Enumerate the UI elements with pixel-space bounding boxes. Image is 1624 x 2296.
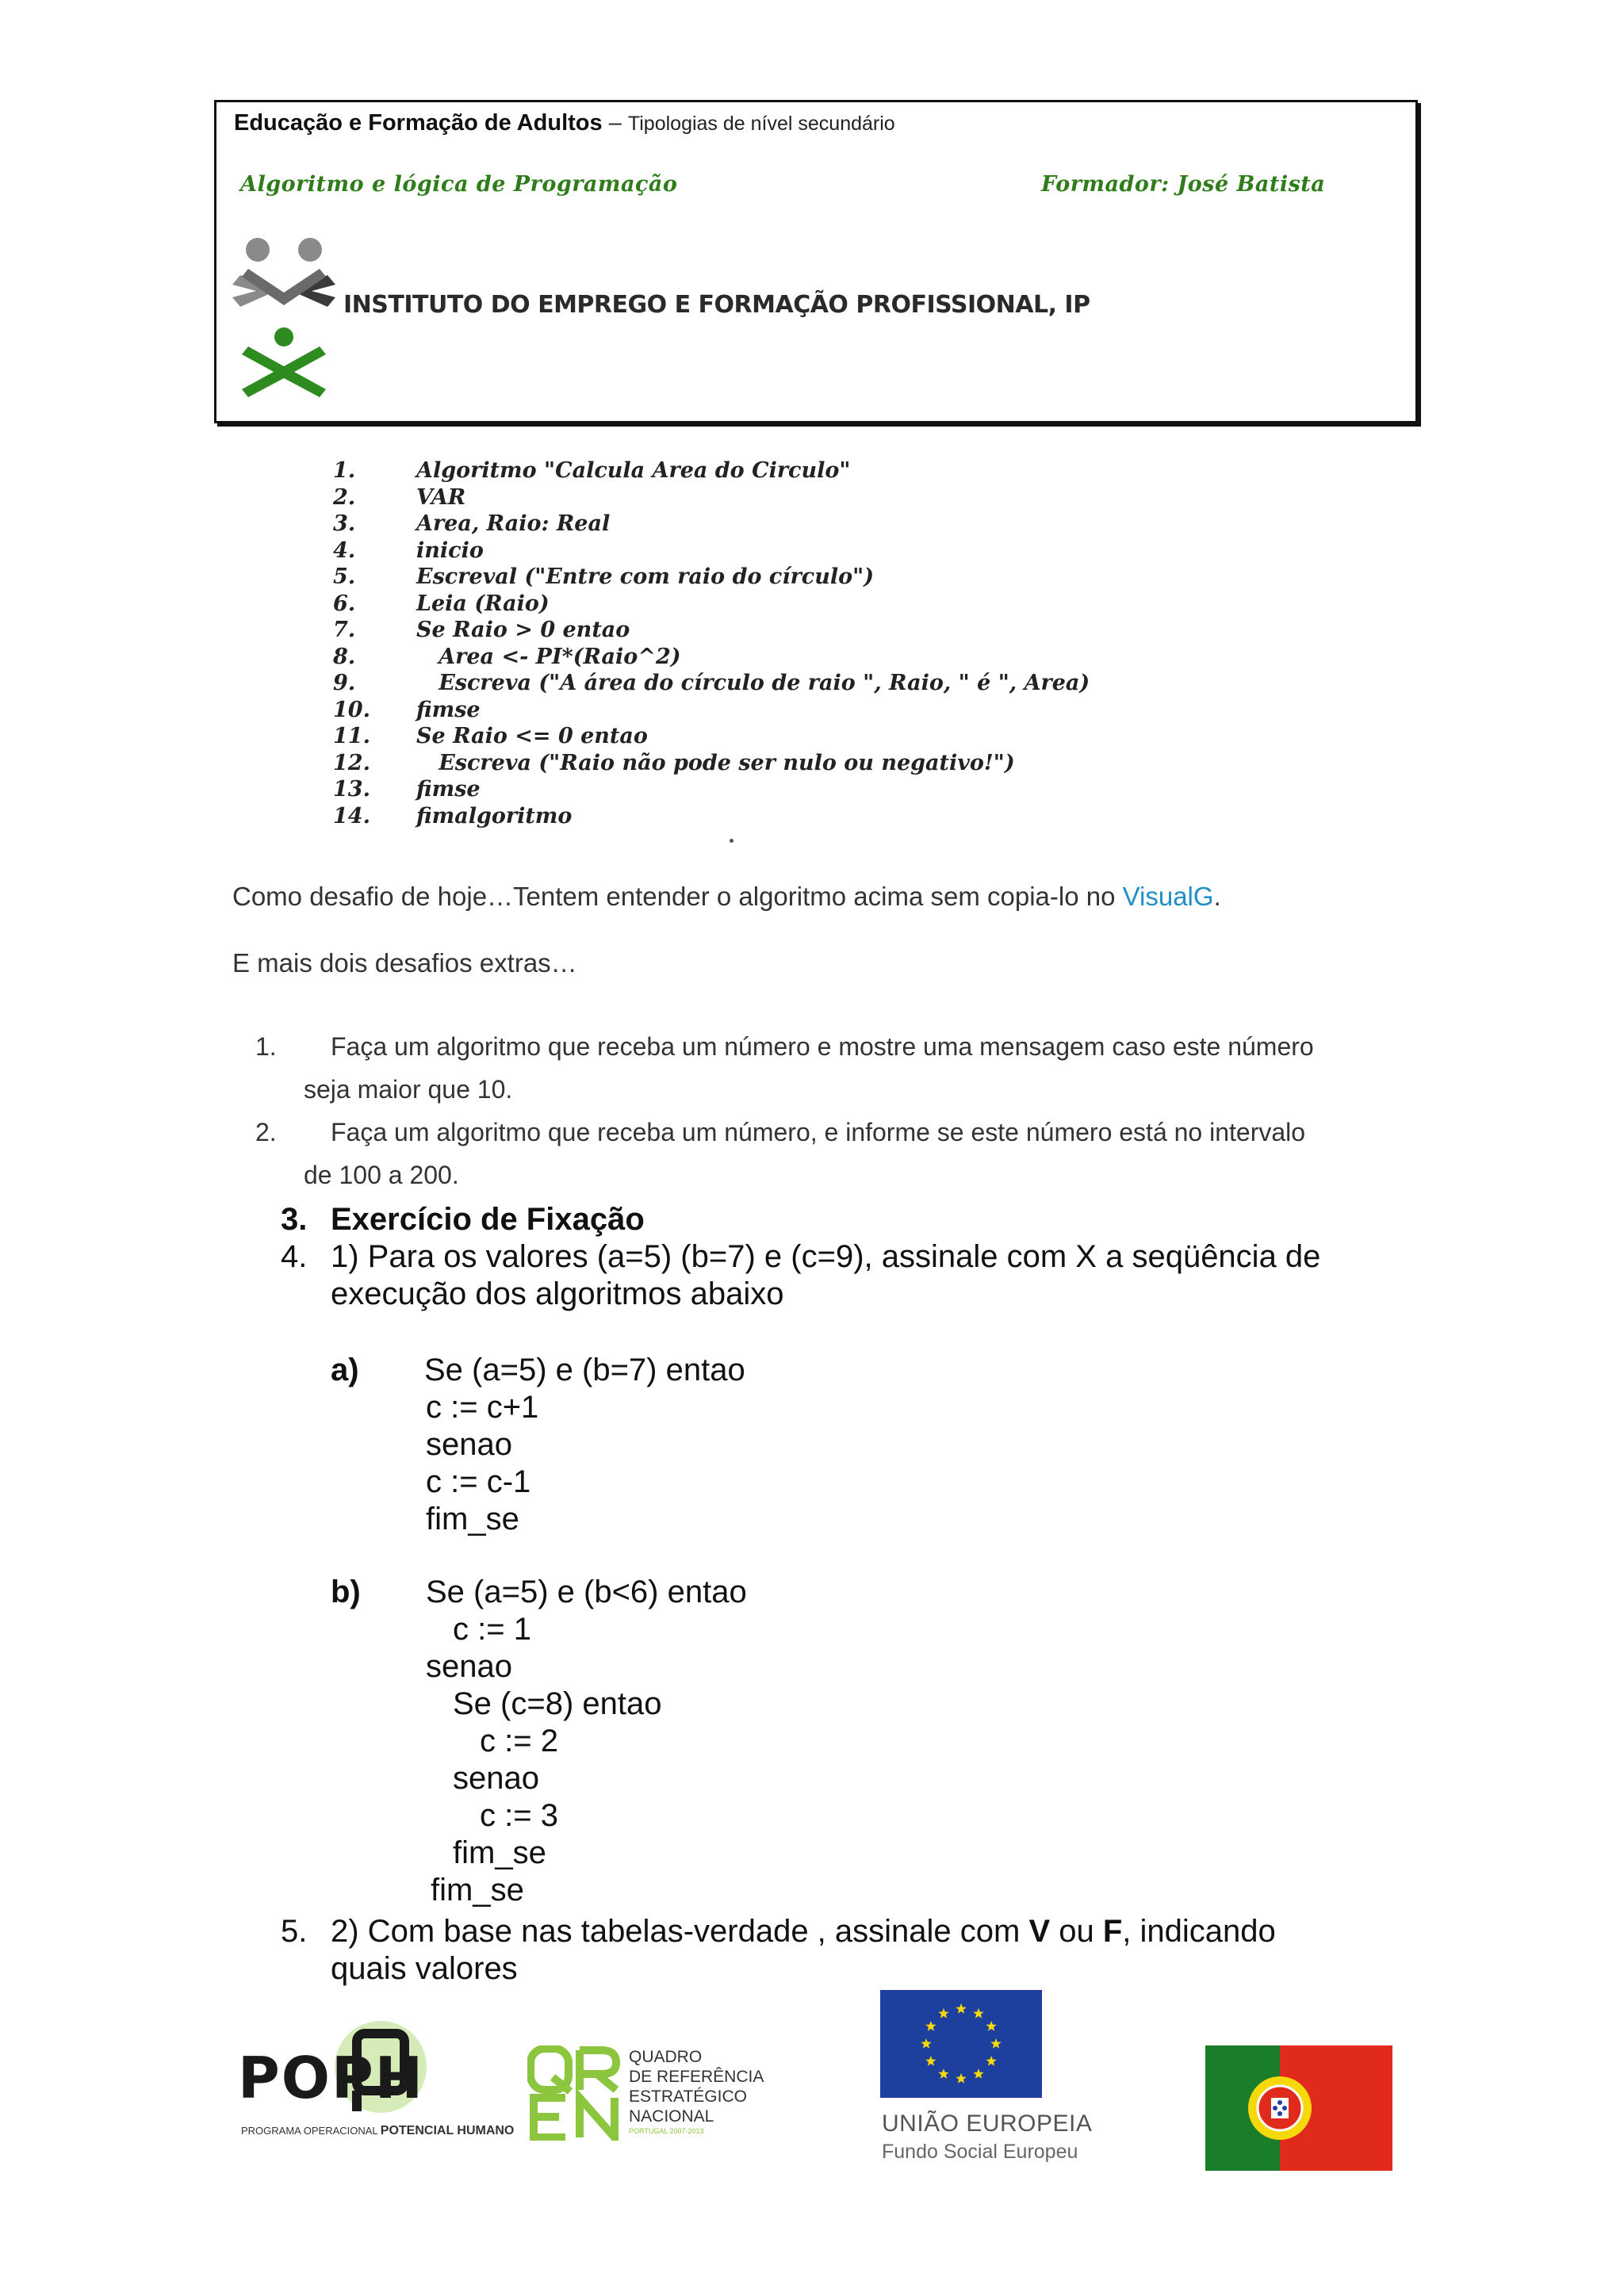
- section-title: Exercício de Fixação: [331, 1202, 645, 1237]
- code-line-text: Se Raio <= 0 entao: [416, 724, 648, 748]
- question-2-line2: quais valores: [331, 1951, 518, 1986]
- question-2-mid: ou: [1050, 1914, 1103, 1949]
- option-a-line1: Se (a=5) e (b=7) entao: [424, 1353, 745, 1387]
- exercise-2-number: 2.: [255, 1118, 277, 1146]
- code-line-number: 6.: [333, 591, 356, 616]
- code-line-number: 13.: [333, 777, 370, 802]
- exercise-1-number: 1.: [255, 1032, 277, 1061]
- code-line-number: 12.: [333, 750, 370, 775]
- qren-logo: [527, 2045, 781, 2156]
- question-2-v: V: [1028, 1914, 1051, 1949]
- code-line-number: 2.: [333, 484, 356, 510]
- code-line-text: fimse: [416, 777, 481, 802]
- exercise-2-line1: Faça um algoritmo que receba um número, e informe se este número está no intervalo: [331, 1118, 1306, 1146]
- eu-flag: [880, 1990, 1042, 2098]
- qren-line3: ESTRATÉGICO: [629, 2087, 747, 2106]
- option-b-line4: Se (c=8) entao: [453, 1686, 662, 1721]
- option-a-label: a): [331, 1353, 359, 1387]
- poph-subtitle: [241, 2124, 514, 2138]
- question-2-line1: [331, 1914, 1276, 1950]
- challenge-text: Como desafio de hoje…Tentem entender o algoritmo acima sem copia-lo no: [232, 882, 1123, 911]
- option-a-line4: c := c-1: [426, 1464, 531, 1499]
- visualg-link[interactable]: VisualG: [1122, 882, 1214, 911]
- section-5-number: 5.: [281, 1914, 308, 1949]
- code-line-text: fimse: [416, 697, 481, 722]
- question-1-line2: execução dos algoritmos abaixo: [331, 1276, 784, 1311]
- option-b-line2: c := 1: [453, 1612, 531, 1647]
- option-b-line8: fim_se: [453, 1835, 546, 1870]
- challenge-end: .: [1213, 882, 1221, 911]
- option-a-line3: senao: [426, 1427, 512, 1462]
- code-line-number: 9.: [333, 671, 356, 695]
- portugal-flag: [1205, 2045, 1392, 2175]
- option-b-line7: c := 3: [480, 1798, 558, 1833]
- code-line-text: Se Raio > 0 entao: [416, 618, 630, 642]
- code-line-text: Algoritmo "Calcula Area do Circulo": [416, 458, 851, 483]
- code-line-number: 11.: [333, 724, 370, 748]
- code-line-text: Escreva ("A área do círculo de raio ", Raio, " é ", Area): [416, 671, 1090, 695]
- code-line-number: 1.: [333, 458, 356, 483]
- footer-logos: [230, 1990, 1396, 2180]
- exercise-1-line2: seja maior que 10.: [304, 1075, 513, 1104]
- code-line-text: Area <- PI*(Raio^2): [416, 644, 681, 669]
- exercise-2-line2: de 100 a 200.: [304, 1161, 459, 1189]
- option-b-label: b): [331, 1575, 361, 1609]
- question-2-post: , indicando: [1122, 1914, 1276, 1949]
- code-line-number: 4.: [333, 538, 356, 563]
- header-title-bold: Educação e Formação de Adultos: [234, 110, 603, 136]
- code-line-text: inicio: [416, 538, 484, 563]
- code-line-number: 8.: [333, 644, 356, 669]
- option-b-line6: senao: [453, 1761, 539, 1796]
- option-b-line5: c := 2: [480, 1724, 558, 1758]
- code-line-text: VAR: [416, 484, 466, 510]
- header-title-sep: –: [602, 110, 628, 136]
- code-line-number: 7.: [333, 618, 356, 642]
- header-title: [234, 110, 895, 136]
- option-a-line5: fim_se: [426, 1502, 519, 1536]
- code-line-text: Leia (Raio): [416, 591, 550, 616]
- challenge-paragraph: [232, 882, 1221, 912]
- section-3-number: 3.: [281, 1202, 308, 1237]
- poph-logo: [238, 2018, 515, 2145]
- question-1-line1: 1) Para os valores (a=5) (b=7) e (c=9), assinale com X a seqüência de: [331, 1239, 1321, 1274]
- option-b-line3: senao: [426, 1649, 512, 1684]
- qren-line4: NACIONAL: [629, 2107, 714, 2126]
- course-name: Algoritmo e lógica de Programação: [240, 172, 678, 197]
- qren-line2: DE REFERÊNCIA: [629, 2068, 764, 2086]
- code-line-text: Area, Raio: Real: [416, 511, 611, 536]
- code-line-text: fimalgoritmo: [416, 803, 573, 828]
- code-line-number: 5.: [333, 564, 356, 589]
- eu-line2: Fundo Social Europeu: [882, 2141, 1078, 2163]
- section-4-number: 4.: [281, 1239, 308, 1274]
- institute-name: INSTITUTO DO EMPREGO E FORMAÇÃO PROFISSIONAL, IP: [343, 291, 1090, 319]
- extras-paragraph: E mais dois desafios extras…: [232, 948, 577, 978]
- poph-sub-pre: PROGRAMA OPERACIONAL: [241, 2125, 381, 2137]
- header-box: [214, 100, 1418, 423]
- eu-logo: [880, 1990, 1110, 2172]
- question-2-f: F: [1102, 1914, 1123, 1949]
- qren-text: [629, 2047, 764, 2136]
- poph-word: POPH: [238, 2045, 425, 2111]
- eu-line1: UNIÃO EUROPEIA: [882, 2110, 1093, 2137]
- option-a-line2: c := c+1: [426, 1390, 539, 1425]
- option-b-line1: Se (a=5) e (b<6) entao: [426, 1575, 747, 1609]
- iefp-logo: [232, 235, 335, 406]
- qren-line5: PORTUGAL 2007-2013: [629, 2127, 704, 2135]
- stray-dot: [730, 839, 733, 843]
- header-title-sub: Tipologias de nível secundário: [627, 113, 895, 135]
- code-line-number: 3.: [333, 511, 356, 536]
- code-line-text: Escreval ("Entre com raio do círculo"): [416, 564, 874, 589]
- qren-line1: QUADRO: [629, 2048, 703, 2066]
- code-line-number: 10.: [333, 697, 370, 722]
- exercise-1-line1: Faça um algoritmo que receba um número e mostre uma mensagem caso este número: [331, 1032, 1314, 1061]
- option-b-line9: fim_se: [431, 1873, 524, 1908]
- trainer-name: Formador: José Batista: [1041, 172, 1326, 197]
- code-line-text: Escreva ("Raio não pode ser nulo ou negativo!"): [416, 750, 1015, 775]
- code-line-number: 14.: [333, 803, 370, 828]
- poph-sub-bold: POTENCIAL HUMANO: [380, 2124, 515, 2137]
- question-2-pre: 2) Com base nas tabelas-verdade , assinale com: [331, 1914, 1029, 1949]
